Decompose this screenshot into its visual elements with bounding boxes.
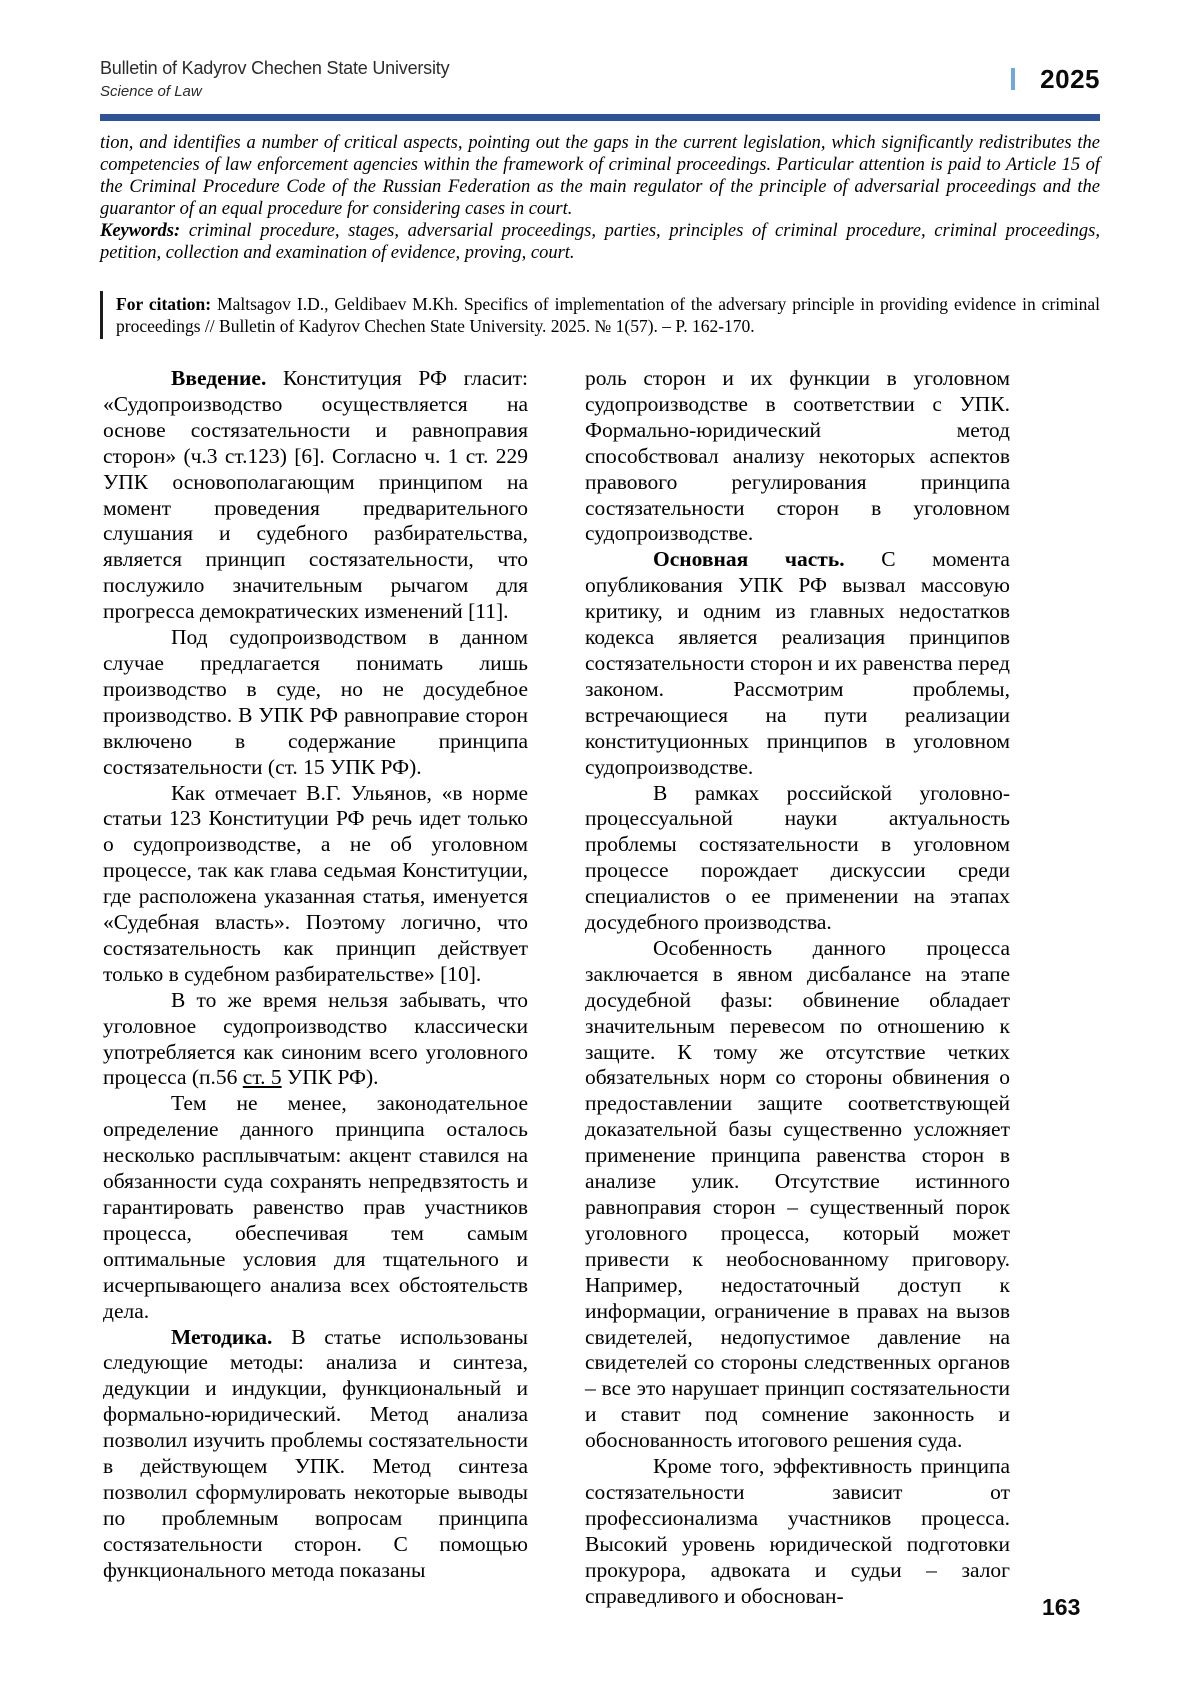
header-rule — [100, 114, 1100, 121]
body-paragraph: Особенность данного процесса заключается в явном дисбалансе на этапе досудебной фазы: обвинение обладает значительным перевесом по отношению к защите. К тому же отсутствие четких обязательных норм со стороны обвинения о предоставлении защите соответствующей доказательной базы существенно усложняет применение принципа равенства сторон в анализе улик. Отсутствие истинного равноправия сторон – существенный порок уголовного процесса, который может привести к необоснованному приговору. Например, недостаточный доступ к информации, ограничение в правах на вызов свидетелей, недопустимое давление на свидетелей со стороны следственных органов – все это нарушает принцип состязательности и ставит под сомнение законность и обоснованность итогового решения суда. — [585, 935, 1010, 1453]
journal-section: Science of Law — [100, 83, 202, 100]
body-paragraph: роль сторон и их функции в уголовном судопроизводстве в соответствии с УПК. Формально-юридический метод способствовал анализу некоторых аспектов правового регулирования принципа состязательности сторон в уголовном судопроизводстве. — [585, 366, 1010, 546]
paragraph-lead: Основная часть. — [653, 547, 845, 572]
body-paragraph: Методика. В статье использованы следующие методы: анализа и синтеза, дедукции и индукции, функциональный и формально-юридический. Метод анализа позволил изучить проблемы состязательности в действующем УПК. Метод синтеза позволил сформулировать некоторые выводы по проблемным вопросам принципа состязательности сторон. С помощью функционального метода показаны — [103, 1324, 529, 1582]
body-paragraph: Введение. Конституция РФ гласит: «Судопроизводство осуществляется на основе состязательности и равноправия сторон» (ч.3 ст.123) [6]. Согласно ч. 1 ст. 229 УПК основополагающим принципом на момент проведения предварительного слушания и судебного разбирательства, является принцип состязательности, что послужило значительным рычагом для прогресса демократических изменений [11]. — [103, 366, 529, 624]
paragraph-lead: Методика. — [171, 1324, 273, 1349]
paragraph-lead: Введение. — [171, 366, 267, 390]
year-block — [1011, 64, 1100, 95]
publication-year: 2025 — [1040, 63, 1100, 94]
page-header — [100, 55, 1100, 103]
body-paragraph: В то же время нельзя забывать, что уголовное судопроизводство классически употребляется как синоним всего уголовного процесса (п.56 ст. 5 УПК РФ). — [103, 987, 528, 1090]
year-accent-bar — [1011, 68, 1015, 90]
body-paragraph: Тем не менее, законодательное определение данного принципа осталось несколько расплывчатым: акцент ставился на обязанности суда сохранять непредвзятость и гарантировать равенство прав участников процесса, обеспечивая тем самым оптимальные условия для тщательного и исчерпывающего анализа всех обстоятельств дела. — [103, 1091, 528, 1323]
article-body — [103, 366, 1200, 1610]
body-paragraph: Как отмечает В.Г. Ульянов, «в норме статьи 123 Конституции РФ речь идет только о судопроизводстве, а не об уголовном процессе, так как глава седьмая Конституции, где расположена указанная статья, именуется «Судебная власть». Поэтому логично, что состязательность как принцип действует только в судебном разбирательстве» [10]. — [103, 780, 528, 986]
right-column — [585, 366, 1010, 1610]
keywords-line — [100, 220, 1100, 264]
keywords-label: Keywords: — [100, 221, 181, 241]
body-paragraph: Основная часть. С момента опубликования УПК РФ вызвал массовую критику, и одним из главных недостатков кодекса является реализация принципов состязательности сторон и их равенства перед законом. Рассмотрим проблемы, встречающиеся на пути реализации конституционных принципов в уголовном судопроизводстве. — [585, 547, 1010, 779]
body-paragraph: Кроме того, эффективность принципа состязательности зависит от профессионализма участников процесса. Высокий уровень юридической подготовки прокурора, адвоката и судьи – залог справедливого и обоснован- — [585, 1454, 1010, 1608]
body-paragraph: В рамках российской уголовно-процессуальной науки актуальность проблемы состязательности в уголовном процессе порождает дискуссии среди специалистов о ее применении на этапах досудебного производства. — [585, 780, 1010, 935]
body-paragraph: Под судопроизводством в данном случае предлагается понимать лишь производство в суде, но не досудебное производство. В УПК РФ равноправие сторон включено в содержание принципа состязательности (ст. 15 УПК РФ). — [103, 625, 528, 779]
underlined-reference: ст. 5 — [242, 1065, 282, 1090]
left-column — [103, 366, 528, 1610]
abstract-text: tion, and identifies a number of critical aspects, pointing out the gaps in the current legislation, which significantly redistributes the competencies of law enforcement agencies within the framework of criminal proceedings. Particular attention is paid to Article 15 of the Criminal Procedure Code of the Russian Federation as the main regulator of the principle of adversarial proceedings and the guarantor of an equal procedure for considering cases in court. — [100, 133, 1100, 219]
page-number: 163 — [1042, 1594, 1081, 1620]
citation-text: Maltsagov I.D., Geldibaev M.Kh. Specifics of implementation of the adversary principle in providing evidence in criminal proceedings // Bulletin of Kadyrov Chechen State University. 2025. № 1(57). – P. 162-170. — [116, 294, 1100, 336]
journal-identity — [100, 55, 449, 103]
citation-block — [100, 291, 1100, 339]
citation-label: For citation: — [116, 294, 212, 314]
abstract-block — [100, 132, 1100, 264]
keywords-text: criminal procedure, stages, adversarial proceedings, parties, principles of criminal procedure, criminal proceedings, petition, collection and examination of evidence, proving, court. — [100, 221, 1101, 263]
journal-title: Bulletin of Kadyrov Chechen State University — [100, 58, 450, 78]
